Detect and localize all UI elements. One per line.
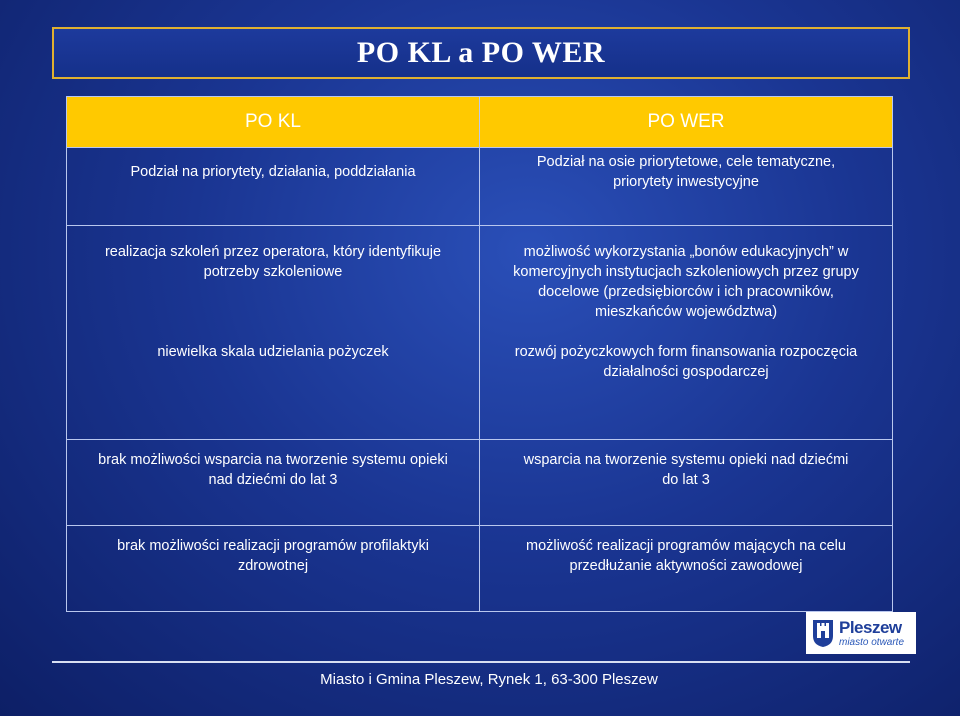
logo-name: Pleszew <box>839 617 902 637</box>
logo-text <box>839 619 904 648</box>
cell-right <box>480 526 893 612</box>
cell-left <box>67 226 480 440</box>
cell-line: rozwój pożyczkowych form finansowania rozpoczęcia <box>514 344 858 360</box>
comparison-table <box>66 96 893 612</box>
table-row <box>67 226 893 440</box>
cell-line: mieszkańców województwa) <box>594 304 778 320</box>
cell-line <box>490 322 882 342</box>
cell-line: wsparcia na tworzenie systemu opieki nad dziećmi <box>523 452 849 468</box>
cell-line: docelowe (przedsiębiorców i ich pracowników, <box>538 284 834 300</box>
cell-line: potrzeby szkoleniowe <box>203 264 343 280</box>
cell-line: działalności gospodarczej <box>603 364 769 380</box>
cell-text <box>490 226 882 382</box>
cell-text <box>77 440 469 490</box>
cell-line <box>77 322 469 342</box>
column-header-po-wer: PO WER <box>480 97 893 148</box>
table-header-row <box>67 97 893 148</box>
cell-line: możliwość wykorzystania „bonów edukacyjnych” w <box>523 244 849 260</box>
cell-left <box>67 526 480 612</box>
logo-tagline: miasto otwarte <box>839 636 905 648</box>
cell-line: nad dziećmi do lat 3 <box>208 472 338 488</box>
cell-left <box>67 440 480 526</box>
cell-text <box>77 148 469 182</box>
cell-line: brak możliwości wsparcia na tworzenie systemu opieki <box>98 452 448 468</box>
cell-line: niewielka skala udzielania pożyczek <box>157 344 389 360</box>
cell-line <box>77 302 469 322</box>
cell-line: realizacja szkoleń przez operatora, który identyfikuje <box>104 244 442 260</box>
cell-line: priorytety inwestycyjne <box>613 174 759 190</box>
cell-line: do lat 3 <box>662 472 710 488</box>
cell-text <box>490 526 882 576</box>
page-title: PO KL a PO WER <box>356 36 606 69</box>
cell-left <box>67 148 480 226</box>
title-box <box>52 27 910 79</box>
cell-line: Podział na priorytety, działania, poddziałania <box>130 164 416 180</box>
cell-line: Podział na osie priorytetowe, cele tematyczne, <box>536 154 836 170</box>
cell-right <box>480 148 893 226</box>
cell-line: możliwość realizacji programów mających na celu <box>526 538 846 554</box>
table-row <box>67 440 893 526</box>
cell-right <box>480 440 893 526</box>
cell-line: brak możliwości realizacji programów profilaktyki <box>117 538 429 554</box>
cell-line: zdrowotnej <box>237 558 309 574</box>
cell-right <box>480 226 893 440</box>
table-row <box>67 526 893 612</box>
cell-line: przedłużanie aktywności zawodowej <box>569 558 803 574</box>
pleszew-logo <box>806 612 916 654</box>
column-header-po-kl: PO KL <box>67 97 480 148</box>
cell-text <box>77 226 469 362</box>
cell-text <box>490 440 882 490</box>
table-row <box>67 148 893 226</box>
footer-address: Miasto i Gmina Pleszew, Rynek 1, 63-300 Pleszew <box>320 671 658 688</box>
cell-line: komercyjnych instytucjach szkoleniowych przez grupy <box>513 264 859 280</box>
coat-of-arms-icon <box>812 618 834 648</box>
footer-divider <box>52 661 910 663</box>
cell-text <box>490 148 882 192</box>
cell-line <box>77 282 469 302</box>
cell-text <box>77 526 469 576</box>
